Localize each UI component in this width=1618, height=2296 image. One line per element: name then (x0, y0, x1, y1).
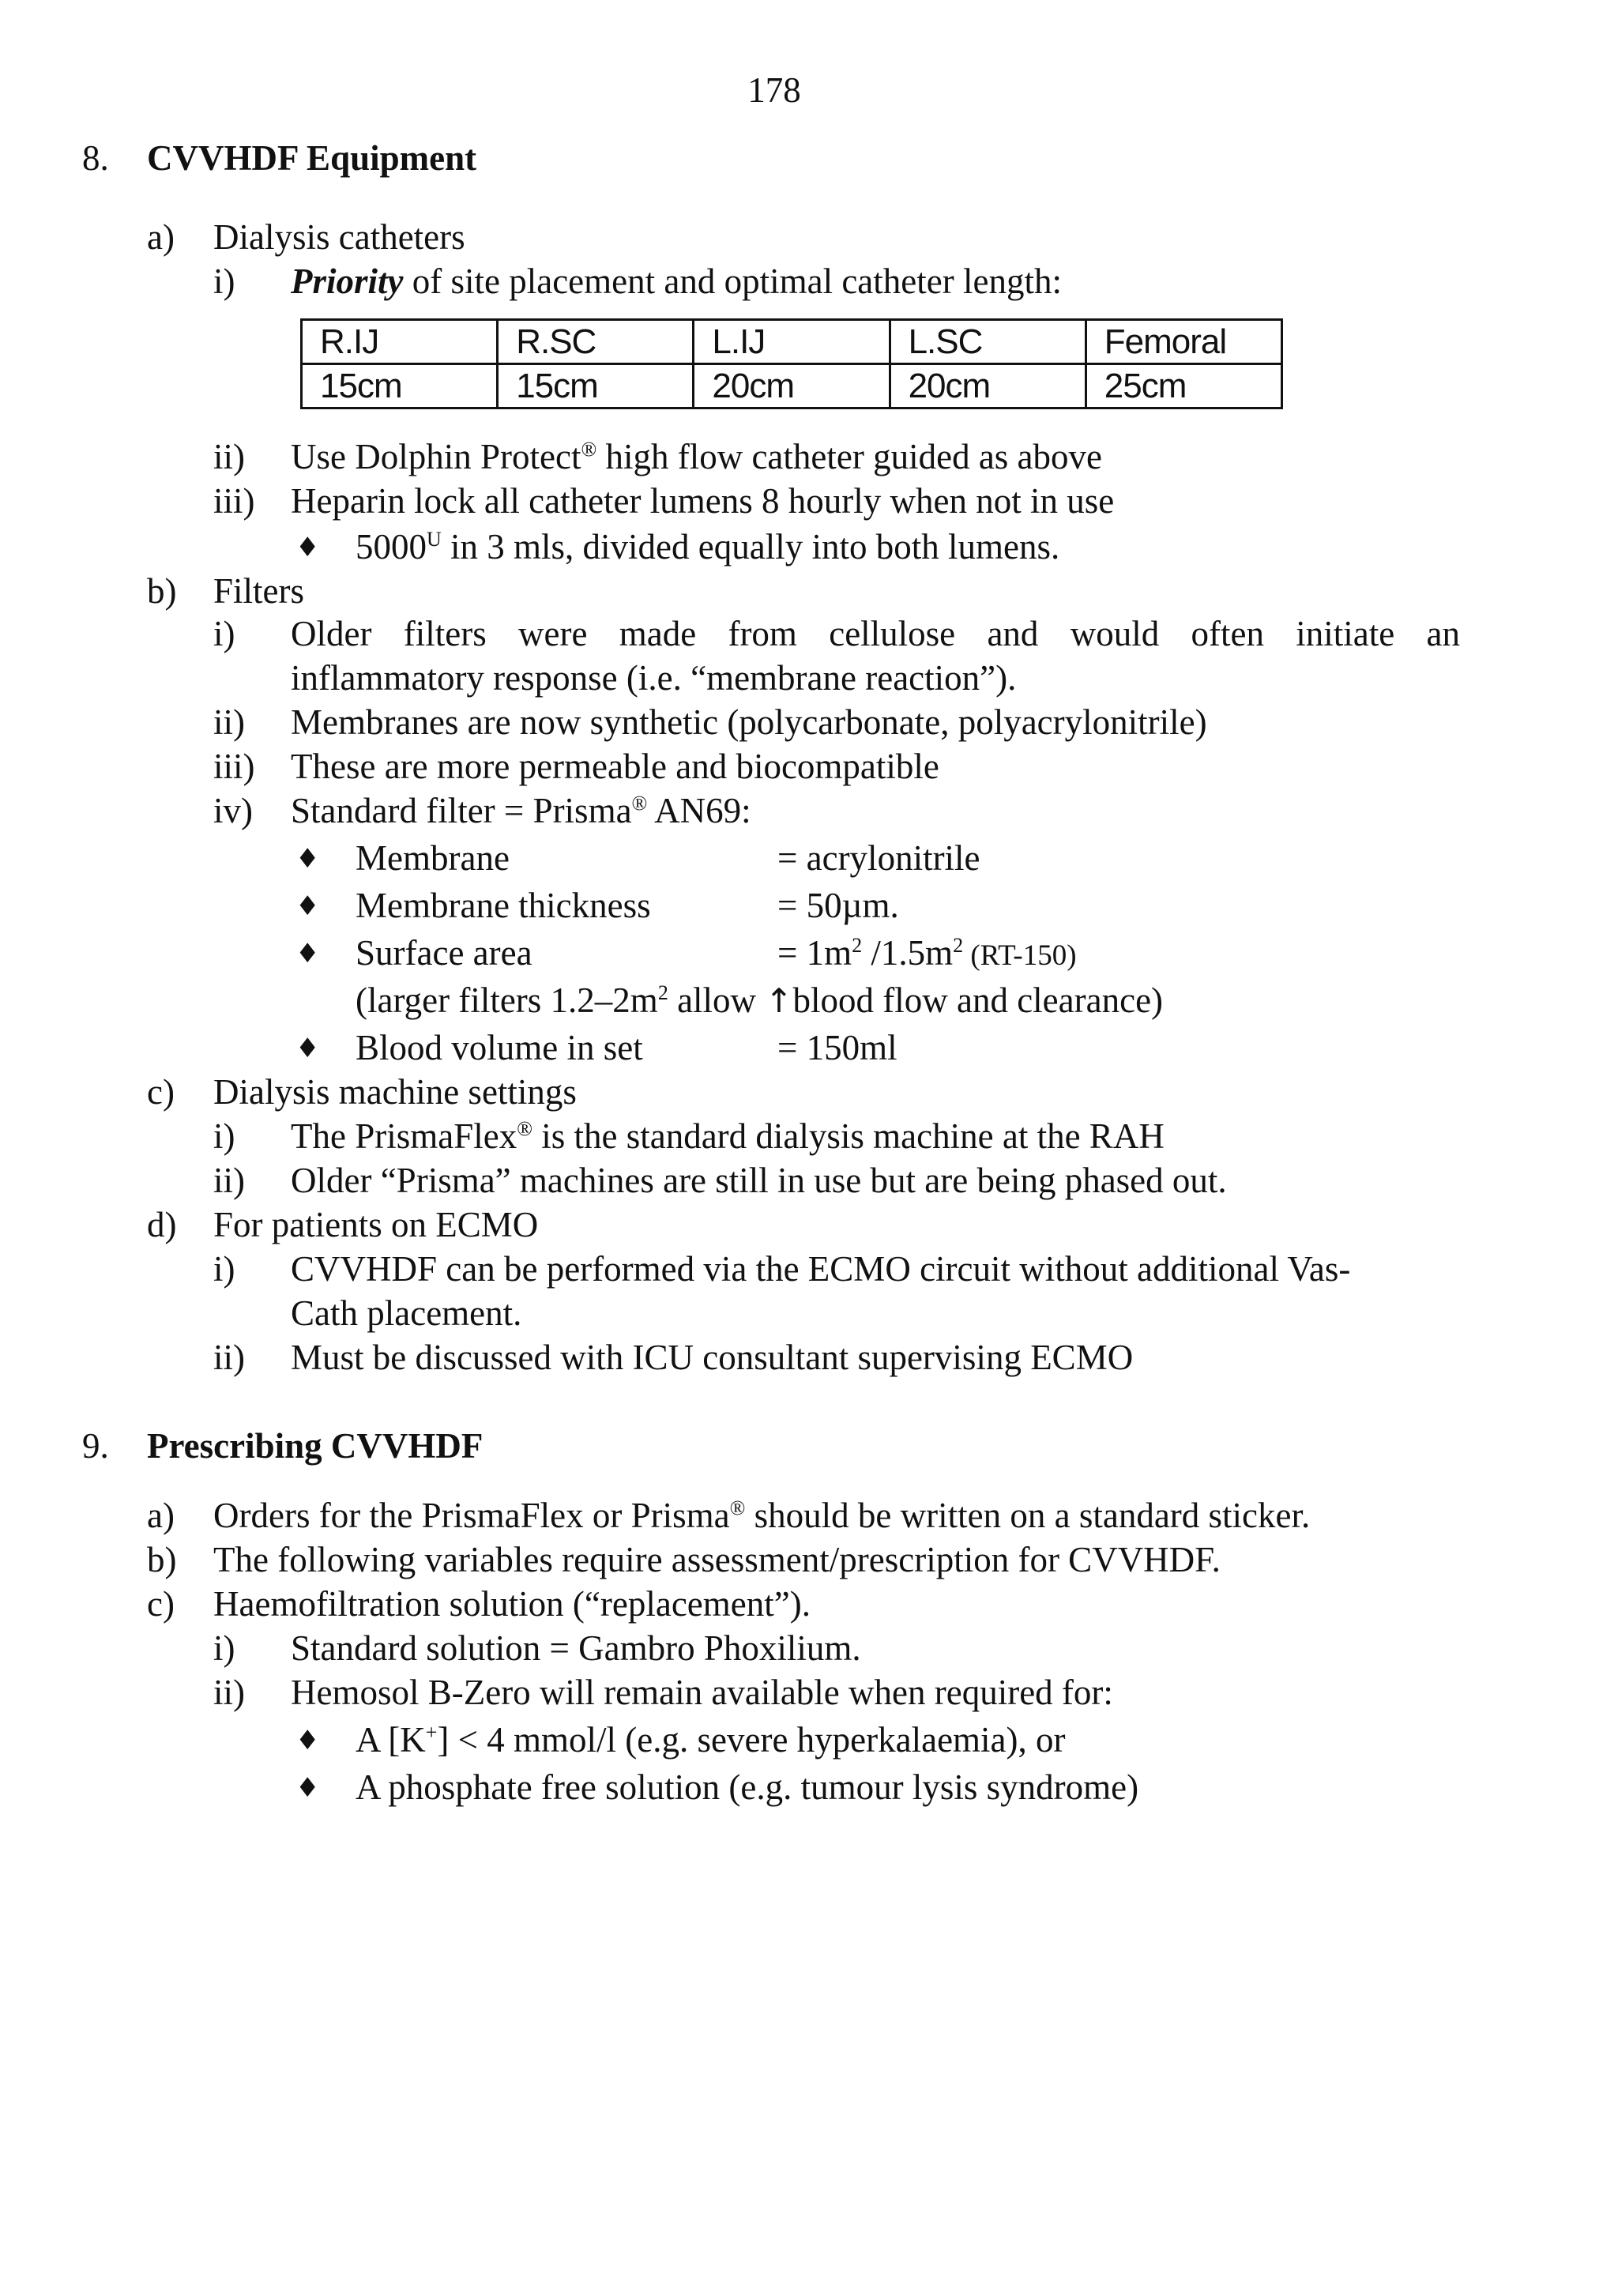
item-8d-i-line2: Cath placement. (291, 1293, 522, 1333)
item-8b-ii-marker: ii) (213, 702, 245, 742)
item-8c-ii-text: Older “Prisma” machines are still in use but are being phased out. (291, 1161, 1227, 1200)
table-header-cell: R.IJ (302, 320, 498, 364)
item-8a-i-rest: of site placement and optimal catheter length: (403, 262, 1062, 301)
item-9a-text (213, 1498, 1310, 1534)
item-8b-iv-marker: iv) (213, 791, 253, 830)
item-8b-text: Filters (213, 571, 305, 611)
item-9c-ii-marker: ii) (213, 1673, 245, 1712)
registered-mark: ® (517, 1117, 532, 1140)
text-part: Standard filter = Prisma (291, 791, 632, 830)
item-9b-text: The following variables require assessment/prescription for CVVHDF. (213, 1540, 1221, 1579)
table-header-cell: R.SC (498, 320, 694, 364)
item-8b-i-marker: i) (213, 614, 235, 653)
table-cell: 15cm (498, 364, 694, 408)
item-8c-i-marker: i) (213, 1116, 235, 1156)
item-8b-i-line1 (291, 616, 1460, 652)
text-part: is the standard dialysis machine at the RAH (532, 1116, 1165, 1156)
item-8a-i-text (291, 264, 1062, 299)
page-number: 178 (747, 70, 801, 110)
membrane-value: = acrylonitrile (777, 838, 980, 878)
table-cell: 15cm (302, 364, 498, 408)
word: filters (403, 614, 487, 653)
registered-mark: ® (631, 792, 648, 815)
table-row (302, 364, 1282, 408)
potassium-text (356, 1722, 1066, 1758)
item-8a-ii-marker: ii) (213, 437, 245, 476)
text-part: 5000 (356, 527, 427, 566)
bullet-diamond-icon: ♦ (295, 1772, 320, 1804)
catheter-length-table (300, 318, 1283, 409)
section-9-number: 9. (82, 1426, 109, 1466)
word: initiate (1296, 614, 1395, 653)
item-9a-marker: a) (147, 1496, 175, 1535)
word: made (619, 614, 697, 653)
squared-superscript: 2 (852, 934, 863, 957)
item-8d-text: For patients on ECMO (213, 1205, 539, 1244)
text-part: high flow catheter guided as above (596, 437, 1102, 476)
registered-mark: ® (581, 438, 597, 461)
item-8a-iii-marker: iii) (213, 481, 255, 521)
surface-area-value (777, 935, 1077, 971)
blood-volume-value: = 150ml (777, 1028, 897, 1067)
item-8b-iii-marker: iii) (213, 747, 255, 786)
text-part: in 3 mls, divided equally into both lumens. (441, 527, 1060, 566)
text-part: Use Dolphin Protect (291, 437, 581, 476)
text-part: /1.5m (862, 933, 954, 973)
bullet-diamond-icon: ♦ (295, 938, 320, 969)
rt150-note: (RT-150) (963, 939, 1077, 972)
section-8-number: 8. (82, 138, 109, 178)
table-row (302, 320, 1282, 364)
text-part: should be written on a standard sticker. (745, 1496, 1311, 1535)
text-part: Orders for the PrismaFlex or Prisma (213, 1496, 730, 1535)
text-part: The PrismaFlex (291, 1116, 517, 1156)
membrane-label: Membrane (356, 838, 510, 878)
item-8c-marker: c) (147, 1072, 175, 1112)
text-part: AN69: (647, 791, 751, 830)
item-8a-marker: a) (147, 217, 175, 257)
item-8a-text: Dialysis catheters (213, 217, 465, 257)
units-superscript: U (427, 528, 442, 551)
item-8d-i-line1: CVVHDF can be performed via the ECMO circuit without additional Vas- (291, 1249, 1351, 1289)
item-8b-iv-text (291, 793, 751, 829)
section-8-title: CVVHDF Equipment (147, 138, 477, 178)
word: and (987, 614, 1039, 653)
item-8a-iii-text: Heparin lock all catheter lumens 8 hourly when not in use (291, 481, 1115, 521)
table-header-cell: Femoral (1086, 320, 1281, 364)
item-8d-ii-text: Must be discussed with ICU consultant supervising ECMO (291, 1338, 1134, 1377)
bullet-diamond-icon: ♦ (295, 890, 320, 922)
heparin-dose-text (356, 529, 1059, 565)
word: an (1426, 614, 1460, 653)
table-header-cell: L.IJ (694, 320, 890, 364)
thickness-value: = 50µm. (777, 886, 899, 925)
plus-superscript: + (425, 1721, 438, 1744)
bullet-diamond-icon: ♦ (295, 1033, 320, 1064)
item-8c-ii-marker: ii) (213, 1161, 245, 1200)
text-part: (larger filters 1.2–2m (356, 981, 658, 1020)
squared-superscript: 2 (953, 934, 964, 957)
item-8c-i-text (291, 1116, 1165, 1156)
word: cellulose (829, 614, 956, 653)
item-8d-ii-marker: ii) (213, 1338, 245, 1377)
item-9c-marker: c) (147, 1584, 175, 1624)
word: often (1191, 614, 1264, 653)
section-9-title: Prescribing CVVHDF (147, 1426, 484, 1466)
table-cell: 20cm (694, 364, 890, 408)
item-8b-i-line2: inflammatory response (i.e. “membrane reaction”). (291, 658, 1017, 698)
item-9c-ii-text: Hemosol B-Zero will remain available when required for: (291, 1673, 1113, 1712)
phosphate-text: A phosphate free solution (e.g. tumour lysis syndrome) (356, 1767, 1139, 1807)
item-9c-text: Haemofiltration solution (“replacement”). (213, 1584, 811, 1624)
text-part: allow (668, 981, 766, 1020)
up-arrow-icon: ↑ (765, 981, 793, 1020)
bullet-diamond-icon: ♦ (295, 843, 320, 875)
surface-area-label: Surface area (356, 933, 532, 973)
bullet-diamond-icon: ♦ (295, 532, 320, 563)
item-9c-i-text: Standard solution = Gambro Phoxilium. (291, 1628, 861, 1668)
table-cell: 20cm (890, 364, 1086, 408)
registered-mark: ® (729, 1496, 746, 1519)
bullet-diamond-icon: ♦ (295, 1725, 320, 1756)
larger-filters-note (356, 983, 1163, 1018)
item-8d-i-marker: i) (213, 1249, 235, 1289)
squared-superscript: 2 (657, 981, 668, 1004)
item-8a-ii-text (291, 439, 1102, 475)
item-8a-i-marker: i) (213, 262, 235, 301)
text-part: blood flow and clearance) (792, 981, 1164, 1020)
item-8b-marker: b) (147, 571, 177, 611)
table-cell: 25cm (1086, 364, 1281, 408)
text-part: A [K (356, 1720, 426, 1760)
word: would (1070, 614, 1160, 653)
word: Older (291, 614, 372, 653)
text-part: ] < 4 mmol/l (e.g. severe hyperkalaemia), or (437, 1720, 1066, 1760)
blood-volume-label: Blood volume in set (356, 1028, 643, 1067)
priority-emphasis: Priority (291, 262, 404, 301)
word: were (518, 614, 588, 653)
item-9b-marker: b) (147, 1540, 177, 1579)
item-8b-iii-text: These are more permeable and biocompatible (291, 747, 939, 786)
word: from (728, 614, 797, 653)
text-part: = 1m (777, 933, 852, 973)
item-8d-marker: d) (147, 1205, 177, 1244)
thickness-label: Membrane thickness (356, 886, 651, 925)
item-8c-text: Dialysis machine settings (213, 1072, 577, 1112)
table-header-cell: L.SC (890, 320, 1086, 364)
item-9c-i-marker: i) (213, 1628, 235, 1668)
item-8b-ii-text: Membranes are now synthetic (polycarbonate, polyacrylonitrile) (291, 702, 1207, 742)
